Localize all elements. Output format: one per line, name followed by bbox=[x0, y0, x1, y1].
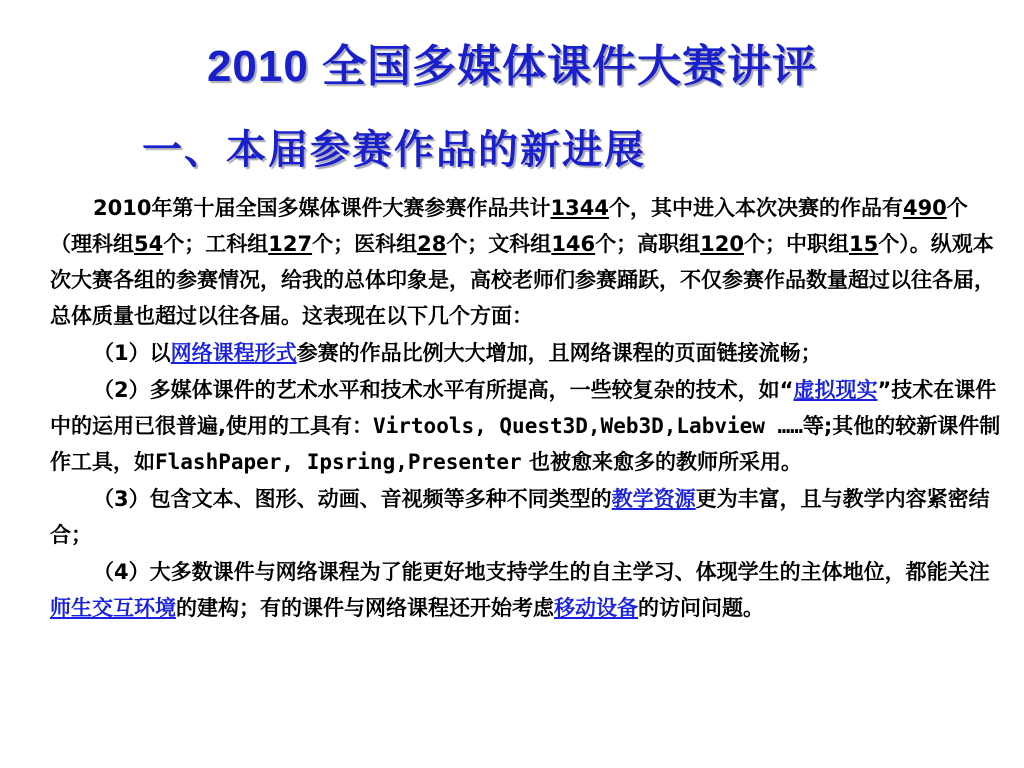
intro-text: 2010年第十届全国多媒体课件大赛参赛作品共计 bbox=[93, 196, 551, 220]
intro-text: 个（理科组 bbox=[50, 196, 968, 256]
vocational-count: 120 bbox=[700, 232, 744, 256]
tool-list-1: Virtools, Quest3D,Web3D,Labview …… bbox=[372, 414, 803, 438]
intro-text: 个；高职组 bbox=[595, 232, 701, 256]
intro-text: 个；工科组 bbox=[163, 232, 269, 256]
point-2-lead: （2）多媒体课件的艺术水平和技术水平有所提高，一些较复杂的技术，如“ bbox=[93, 378, 794, 402]
intro-text: 个；医科组 bbox=[312, 232, 418, 256]
highlight-teaching-resources: 教学资源 bbox=[611, 487, 696, 511]
intro-text: 个）。纵观本次大赛各组的参赛情况，给我的总体印象是，高校老师们参赛踊跃，不仅参赛作品数量超过以往各届，总体质量也超过以往各届。这表现在以下几个方面： bbox=[50, 232, 995, 328]
science-count: 54 bbox=[134, 232, 164, 256]
point-3 bbox=[50, 481, 1005, 553]
highlight-interaction-environment: 师生交互环境 bbox=[50, 596, 176, 620]
point-4-lead: （4）大多数课件与网络课程为了能更好地支持学生的自主学习、体现学生的主体地位，都能关注 bbox=[93, 560, 990, 584]
point-2 bbox=[50, 372, 1005, 480]
finals-count: 490 bbox=[902, 196, 947, 220]
point-1-lead: （1）以 bbox=[93, 341, 171, 365]
total-count: 1344 bbox=[550, 196, 609, 220]
highlight-mobile-devices: 移动设备 bbox=[554, 596, 638, 620]
point-4-rest: 的访问问题。 bbox=[638, 596, 764, 620]
arts-count: 146 bbox=[551, 232, 596, 256]
tool-list-2: FlashPaper, Ipsring,Presenter bbox=[155, 450, 522, 474]
slide-title: 2010 全国多媒体课件大赛讲评 bbox=[206, 42, 818, 91]
intro-text: 个；文科组 bbox=[446, 232, 552, 256]
point-2-mid2: 等;其他的较新课件制作工具，如 bbox=[50, 414, 1001, 474]
point-2-rest: 也被愈来愈多的教师所采用。 bbox=[521, 450, 802, 474]
point-2-mid: ”技术在课件中的运用已很普遍,使用的工具有： bbox=[50, 378, 997, 438]
section-heading: 一、本届参赛作品的新进展 bbox=[142, 127, 646, 173]
point-3-lead: （3）包含文本、图形、动画、音视频等多种不同类型的 bbox=[93, 487, 612, 511]
slide-body bbox=[50, 190, 1005, 626]
secondary-count: 15 bbox=[849, 232, 879, 256]
point-4-mid: 的建构；有的课件与网络课程还开始考虑 bbox=[176, 596, 554, 620]
highlight-virtual-reality: 虚拟现实 bbox=[793, 378, 878, 402]
point-3-rest: 更为丰富，且与教学内容紧密结合； bbox=[50, 487, 990, 547]
intro-paragraph bbox=[50, 190, 1005, 334]
highlight-network-course: 网络课程形式 bbox=[170, 341, 297, 365]
intro-text: 个，其中进入本次决赛的作品有 bbox=[608, 196, 903, 220]
point-1 bbox=[50, 335, 1005, 371]
intro-text: 个；中职组 bbox=[744, 232, 849, 256]
point-4 bbox=[50, 554, 1005, 626]
engineering-count: 127 bbox=[268, 232, 313, 256]
medical-count: 28 bbox=[417, 232, 447, 256]
point-1-rest: 参赛的作品比例大大增加，且网络课程的页面链接流畅； bbox=[296, 341, 822, 365]
